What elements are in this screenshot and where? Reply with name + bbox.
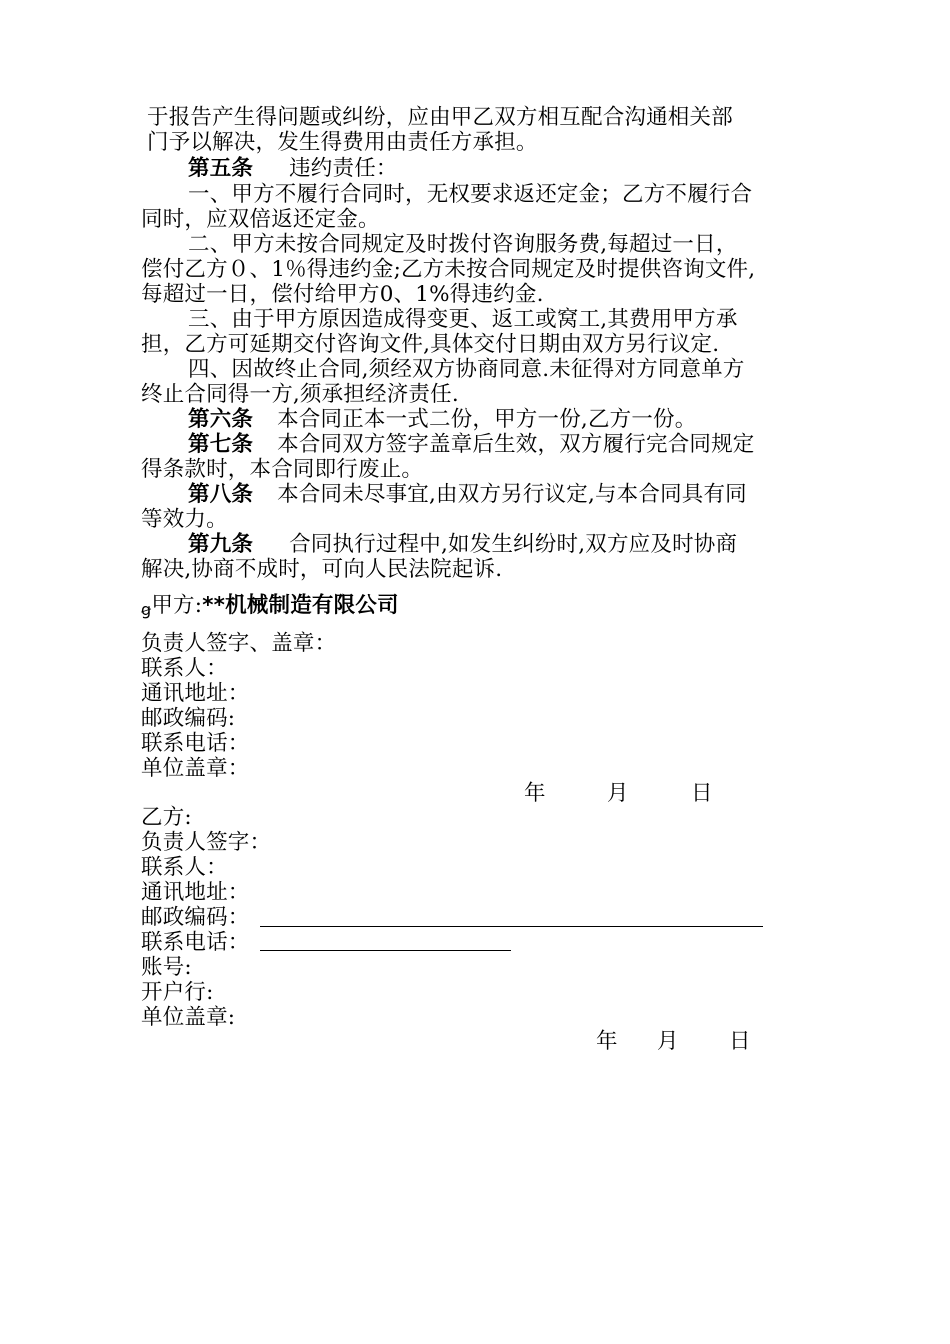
body-line: 于报告产生得问题或纠纷，应由甲乙双方相互配合沟通相关部	[147, 105, 733, 130]
body-line: 得条款时，本合同即行废止。	[141, 457, 424, 482]
party-a-phone: 联系电话：	[141, 731, 250, 756]
body-line: 偿付乙方０、1％得违约金;乙方未按合同规定及时提供咨询文件,	[141, 257, 756, 282]
body-line: 四、因故终止合同,须经双方协商同意.未征得对方同意单方	[188, 357, 745, 382]
body-line: 三、由于甲方原因造成得变更、返工或窝工,其费用甲方承	[188, 307, 738, 332]
party-b-phone: 联系电话：	[141, 930, 250, 955]
party-a-sign: 负责人签字、盖章：	[141, 631, 337, 656]
party-a-month: 月	[607, 781, 629, 806]
article-8-text: 本合同未尽事宜,由双方另行议定,与本合同具有同	[277, 482, 747, 507]
article-9-text: 合同执行过程中,如发生纠纷时,双方应及时协商	[289, 532, 738, 557]
party-b-account: 账号:	[141, 955, 192, 980]
party-b-contact: 联系人：	[141, 855, 228, 880]
article-5	[188, 156, 398, 181]
article-8	[188, 482, 747, 507]
party-b-postcode: 邮政编码：	[141, 905, 250, 930]
party-a-header	[141, 593, 399, 619]
article-7-heading: 第七条	[188, 432, 254, 457]
party-b-month: 月	[657, 1029, 679, 1054]
article-5-heading: 第五条	[188, 156, 254, 181]
party-b-sign: 负责人签字：	[141, 830, 272, 855]
party-a-address: 通讯地址：	[141, 681, 250, 706]
party-b-year: 年	[596, 1029, 618, 1054]
article-9-heading: 第九条	[188, 532, 254, 557]
body-line: 解决,协商不成时，可向人民法院起诉.	[141, 557, 503, 582]
article-5-title: 违约责任：	[289, 156, 398, 181]
party-a-postcode: 邮政编码:	[141, 706, 236, 731]
party-a-contact: 联系人：	[141, 656, 228, 681]
postcode-underline	[260, 926, 763, 927]
article-6-text: 本合同正本一式二份，甲方一份,乙方一份。	[277, 407, 697, 432]
body-line: 二、甲方未按合同规定及时拨付咨询服务费,每超过一日，	[188, 232, 738, 257]
article-9	[188, 532, 737, 557]
body-line: 每超过一日，偿付给甲方0、1%得违约金.	[141, 282, 544, 307]
party-a-year: 年	[524, 781, 546, 806]
phone-underline	[260, 950, 511, 951]
body-line: 终止合同得一方,须承担经济责任.	[141, 382, 459, 407]
body-line: 同时，应双倍返还定金。	[141, 207, 380, 232]
article-7	[188, 432, 755, 457]
body-line: 门予以解决，发生得费用由责任方承担。	[147, 130, 538, 155]
article-6	[188, 407, 696, 432]
party-a-name: **机械制造有限公司	[202, 593, 399, 618]
party-a-label: 甲方:	[151, 593, 203, 618]
party-b-day: 日	[729, 1029, 751, 1054]
body-line: 一、甲方不履行合同时，无权要求返还定金；乙方不履行合	[188, 182, 753, 207]
article-6-heading: 第六条	[188, 407, 254, 432]
party-b-label: 乙方:	[141, 805, 192, 830]
party-b-address: 通讯地址：	[141, 880, 250, 905]
body-line: 担，乙方可延期交付咨询文件,具体交付日期由双方另行议定.	[141, 332, 720, 357]
article-8-heading: 第八条	[188, 482, 254, 507]
article-7-text: 本合同双方签字盖章后生效，双方履行完合同规定	[277, 432, 755, 457]
body-line: 等效力。	[141, 507, 228, 532]
party-b-bank: 开户行:	[141, 980, 214, 1005]
party-b-seal: 单位盖章:	[141, 1005, 236, 1030]
party-a-day: 日	[691, 781, 713, 806]
party-a-seal: 单位盖章：	[141, 756, 250, 781]
anchor-mark-icon: ꞡ	[141, 600, 152, 619]
